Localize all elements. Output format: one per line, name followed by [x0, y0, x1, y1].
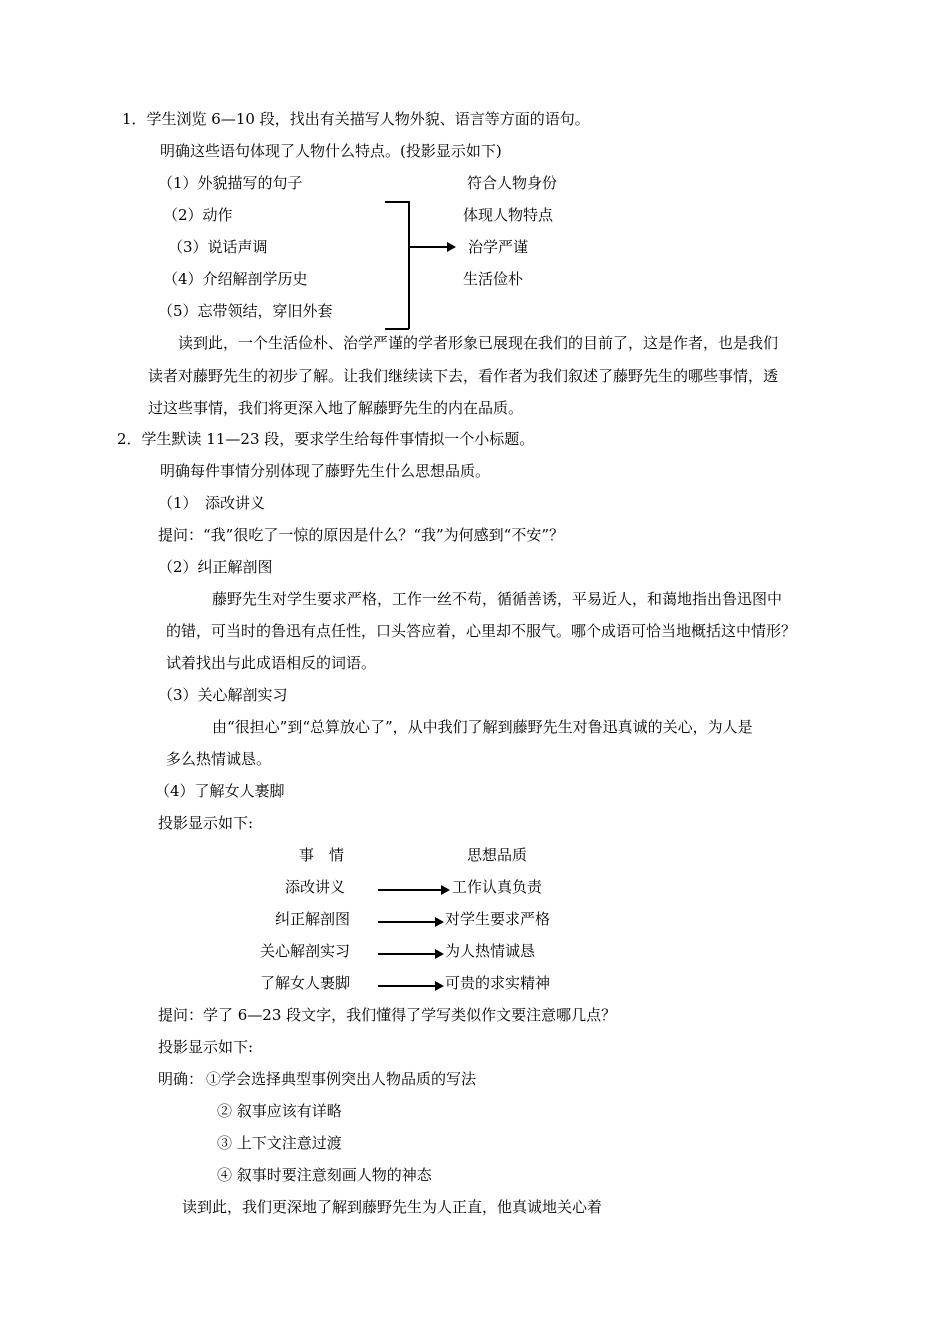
event-3-paragraph-line-1: 由“很担心”到“总算放心了”，从中我们了解到藤野先生对鲁迅真诚的关心，为人是: [212, 718, 753, 736]
table-row-2-event: 纠正解剖图: [275, 910, 351, 928]
bracket-arrow: [409, 246, 454, 248]
section-1-paragraph-line-3: 过这些事情，我们将更深入地了解藤野先生的内在品质。: [148, 399, 524, 417]
section-1-paragraph-line-1: 读到此，一个生活俭朴、治学严谨的学者形象已展现在我们的目前了，这是作者，也是我们: [178, 334, 779, 352]
feature-item-3: （3）说话声调: [168, 238, 268, 256]
table-row-1-event: 添改讲义: [285, 878, 346, 896]
event-item-4: （4）了解女人裹脚: [155, 782, 285, 800]
table-header-event: 事 情: [299, 846, 345, 864]
section-2-heading: 2．学生默读 11—23 段，要求学生给每件事情拟一个小标题。: [117, 430, 535, 448]
question-2: 提问：学了 6—23 段文字，我们懂得了学写类似作文要注意哪几点？: [158, 1006, 617, 1024]
clarify-point-3: ③ 上下文注意过渡: [217, 1134, 342, 1152]
feature-item-4: （4）介绍解剖学历史: [163, 270, 308, 288]
bracket-bottom: [385, 328, 409, 330]
event-item-1: （1） 添改讲义: [158, 494, 266, 512]
event-2-paragraph-line-3: 试着找出与此成语相反的词语。: [166, 654, 377, 672]
table-row-3-quality: 为人热情诚恳: [445, 942, 536, 960]
table-row-4-arrow: [378, 985, 442, 987]
table-row-4-quality: 可贵的求实精神: [445, 974, 551, 992]
trait-4: 生活俭朴: [463, 270, 524, 288]
section-1-paragraph-line-2: 读者对藤野先生的初步了解。让我们继续读下去，看作者为我们叙述了藤野先生的哪些事情，透: [148, 367, 779, 385]
table-row-1-arrow: [378, 889, 448, 891]
feature-item-2: （2）动作: [163, 206, 233, 224]
bracket-top: [385, 201, 409, 203]
trait-3: 治学严谨: [468, 238, 529, 256]
table-header-quality: 思想品质: [467, 846, 528, 864]
projection-label-1: 投影显示如下:: [158, 814, 254, 832]
section-1-instruction: 明确这些语句体现了人物什么特点。(投影显示如下): [160, 142, 502, 160]
table-row-3-event: 关心解剖实习: [260, 942, 351, 960]
question-1: 提问：“我”很吃了一惊的原因是什么？“我”为何感到“不安”？: [158, 526, 565, 544]
event-item-3: （3）关心解剖实习: [158, 686, 288, 704]
final-paragraph: 读到此，我们更深地了解到藤野先生为人正直，他真诚地关心着: [182, 1198, 603, 1216]
table-row-3-arrow: [378, 953, 442, 955]
table-row-2-arrow: [378, 921, 442, 923]
trait-2: 体现人物特点: [463, 206, 554, 224]
feature-item-1: （1）外貌描写的句子: [158, 174, 303, 192]
clarify-point-1: ①学会选择典型事例突出人物品质的写法: [206, 1070, 477, 1088]
clarify-point-4: ④ 叙事时要注意刻画人物的神态: [217, 1166, 432, 1184]
feature-item-5: （5）忘带领结，穿旧外套: [158, 302, 333, 320]
clarify-label: 明确：: [158, 1070, 204, 1088]
event-3-paragraph-line-2: 多么热情诚恳。: [166, 750, 272, 768]
event-2-paragraph-line-1: 藤野先生对学生要求严格，工作一丝不苟，循循善诱，平易近人，和蔼地指出鲁迅图中: [212, 590, 783, 608]
table-row-1-quality: 工作认真负责: [452, 878, 543, 896]
table-row-2-quality: 对学生要求严格: [445, 910, 551, 928]
table-row-4-event: 了解女人裹脚: [260, 974, 351, 992]
trait-1: 符合人物身份: [467, 174, 558, 192]
bracket-vertical: [408, 201, 410, 329]
event-item-2: （2）纠正解剖图: [158, 558, 273, 576]
section-2-instruction: 明确每件事情分别体现了藤野先生什么思想品质。: [160, 462, 491, 480]
projection-label-2: 投影显示如下:: [158, 1038, 254, 1056]
section-1-heading: 1．学生浏览 6—10 段，找出有关描写人物外貌、语言等方面的语句。: [122, 110, 590, 128]
clarify-point-2: ② 叙事应该有详略: [217, 1102, 342, 1120]
event-2-paragraph-line-2: 的错，可当时的鲁迅有点任性，口头答应着，心里却不服气。哪个成语可恰当地概括这中情形？: [166, 622, 797, 640]
